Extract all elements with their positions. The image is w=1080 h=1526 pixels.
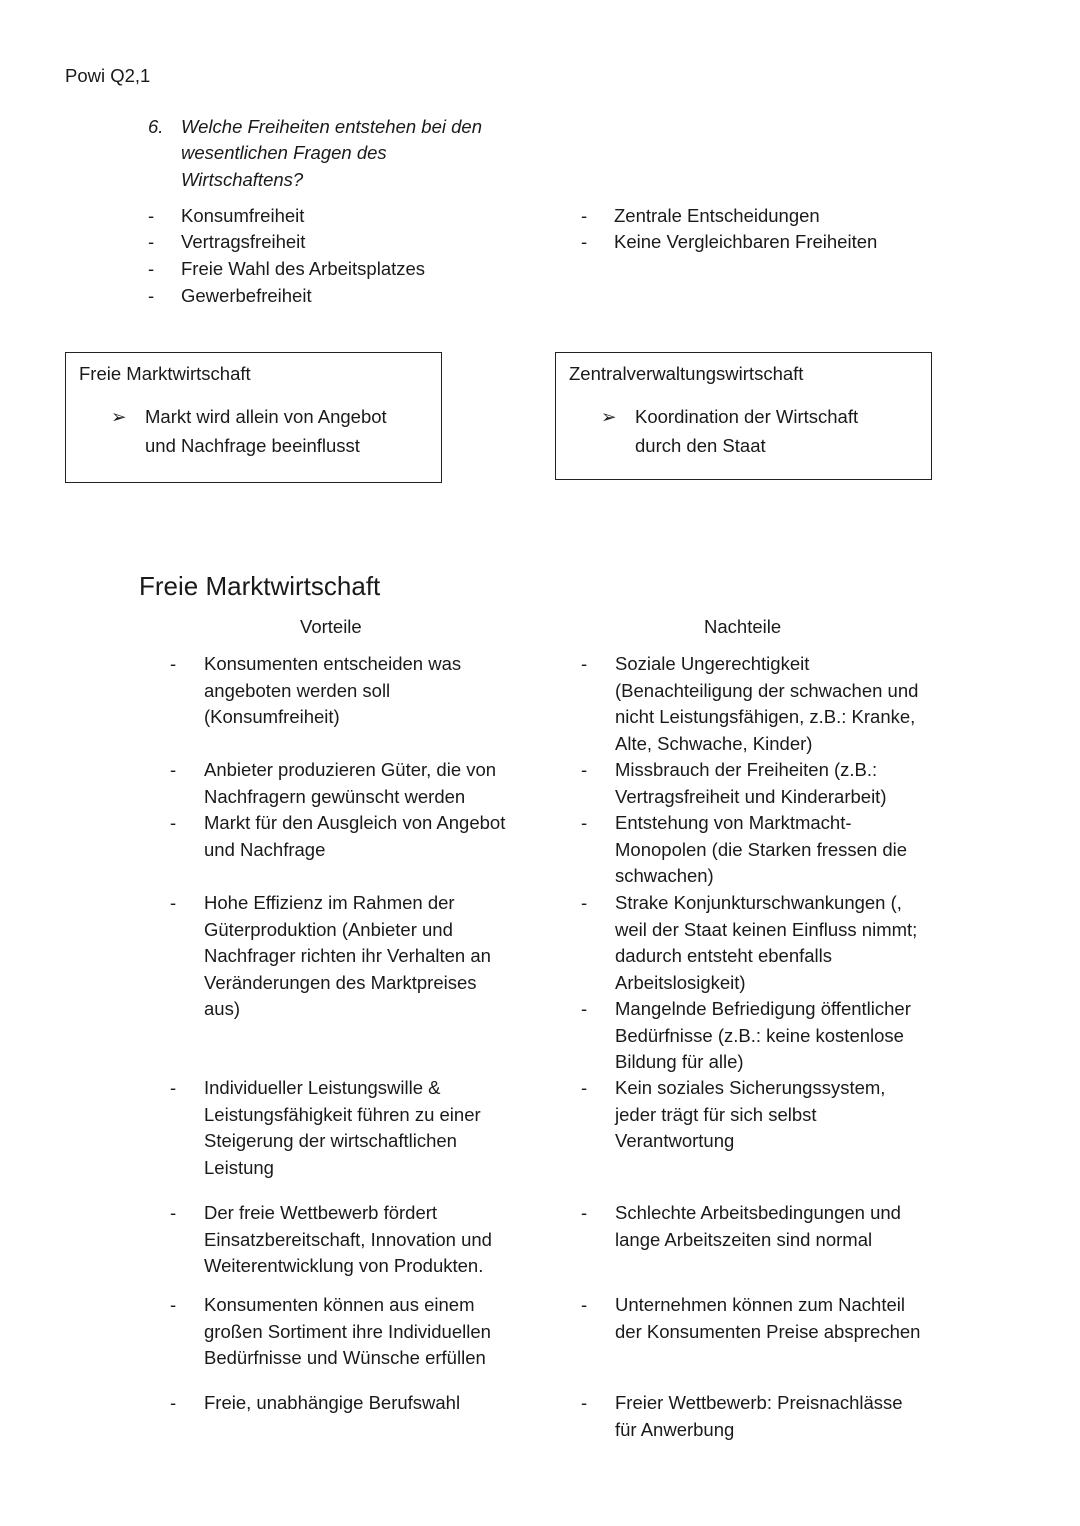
dash-bullet: - [581,653,588,674]
dash-bullet: - [581,1202,588,1223]
vorteil-line: Veränderungen des Marktpreises [204,972,477,993]
dash-bullet: - [170,1392,177,1413]
dash-bullet: - [581,759,588,780]
freedom-item: Vertragsfreiheit [181,231,306,252]
box-line: Markt wird allein von Angebot [145,406,387,427]
vorteil-line: Leistungsfähigkeit führen zu einer [204,1104,481,1125]
vorteil-line: Bedürfnisse und Wünsche erfüllen [204,1347,486,1368]
vorteil-line: Güterproduktion (Anbieter und [204,919,453,940]
vorteil-line: (Konsumfreiheit) [204,706,340,727]
nachteil-line: Mangelnde Befriedigung öffentlicher [615,998,911,1019]
freedom-item: Gewerbefreiheit [181,285,312,306]
vorteil-line: großen Sortiment ihre Individuellen [204,1321,491,1342]
vorteil-line: Weiterentwicklung von Produkten. [204,1255,484,1276]
vorteil-line: Markt für den Ausgleich von Angebot [204,812,506,833]
nachteil-line: Unternehmen können zum Nachteil [615,1294,905,1315]
nachteil-line: Monopolen (die Starken fressen die [615,839,908,860]
box-line: Koordination der Wirtschaft [635,406,859,427]
dash-bullet: - [581,1077,588,1098]
nachteil-line: Vertragsfreiheit und Kinderarbeit) [615,786,887,807]
freedom-item: Freie Wahl des Arbeitsplatzes [181,258,426,279]
nachteil-line: Strake Konjunkturschwankungen (, [615,892,902,913]
dash-bullet: - [581,892,588,913]
vorteil-line: angeboten werden soll [204,680,391,701]
dash-bullet: - [170,1077,177,1098]
vorteil-line: Einsatzbereitschaft, Innovation und [204,1229,492,1250]
dash-bullet: - [148,205,155,226]
dash-bullet: - [581,998,588,1019]
nachteil-line: Freier Wettbewerb: Preisnachlässe [615,1392,903,1413]
nachteil-line: Schlechte Arbeitsbedingungen und [615,1202,901,1223]
dash-bullet: - [581,812,588,833]
dash-bullet: - [581,231,588,252]
dash-bullet: - [170,1294,177,1315]
nachteil-line: Verantwortung [615,1130,735,1151]
arrow-bullet-icon: ➢ [111,406,127,427]
vorteil-line: Konsumenten entscheiden was [204,653,462,674]
nachteil-line: Alte, Schwache, Kinder) [615,733,813,754]
dash-bullet: - [170,653,177,674]
page-header: Powi Q2,1 [65,65,151,86]
vorteil-line: Steigerung der wirtschaftlichen [204,1130,457,1151]
vorteil-line: und Nachfrage [204,839,326,860]
nachteil-line: Kein soziales Sicherungssystem, [615,1077,886,1098]
vorteil-line: Anbieter produzieren Güter, die von [204,759,497,780]
dash-bullet: - [148,231,155,252]
nachteil-line: weil der Staat keinen Einfluss nimmt; [615,919,918,940]
section-title: Freie Marktwirtschaft [139,571,381,601]
freedom-item: Keine Vergleichbaren Freiheiten [614,231,878,252]
question-line: wesentlichen Fragen des [181,142,387,163]
nachteil-line: Entstehung von Marktmacht- [615,812,852,833]
nachteil-line: lange Arbeitszeiten sind normal [615,1229,873,1250]
dash-bullet: - [170,812,177,833]
nachteil-line: nicht Leistungsfähigen, z.B.: Kranke, [615,706,916,727]
dash-bullet: - [170,759,177,780]
dash-bullet: - [148,285,155,306]
vorteil-line: Leistung [204,1157,274,1178]
nachteil-line: Arbeitslosigkeit) [615,972,746,993]
nachteil-line: dadurch entsteht ebenfalls [615,945,833,966]
freedom-item: Zentrale Entscheidungen [614,205,820,226]
question-line: Welche Freiheiten entstehen bei den [181,116,482,137]
box-zentralverwaltungswirtschaft [555,352,932,480]
dash-bullet: - [581,205,588,226]
vorteil-line: Nachfrager richten ihr Verhalten an [204,945,491,966]
box-title: Zentralverwaltungswirtschaft [569,363,804,384]
vorteil-line: Der freie Wettbewerb fördert [204,1202,438,1223]
vorteil-line: aus) [204,998,240,1019]
vorteil-line: Hohe Effizienz im Rahmen der [204,892,455,913]
dash-bullet: - [170,1202,177,1223]
nachteil-line: (Benachteiligung der schwachen und [615,680,919,701]
vorteil-line: Freie, unabhängige Berufswahl [204,1392,461,1413]
nachteile-heading: Nachteile [704,616,782,637]
dash-bullet: - [148,258,155,279]
nachteil-line: Soziale Ungerechtigkeit [615,653,810,674]
arrow-bullet-icon: ➢ [601,406,617,427]
question-line: Wirtschaftens? [181,169,304,190]
nachteil-line: Bedürfnisse (z.B.: keine kostenlose [615,1025,904,1046]
box-freie-marktwirtschaft [65,352,442,483]
nachteil-line: der Konsumenten Preise absprechen [615,1321,921,1342]
box-title: Freie Marktwirtschaft [79,363,251,384]
nachteil-line: Missbrauch der Freiheiten (z.B.: [615,759,878,780]
vorteil-line: Konsumenten können aus einem [204,1294,475,1315]
dash-bullet: - [581,1294,588,1315]
nachteil-line: jeder trägt für sich selbst [615,1104,817,1125]
dash-bullet: - [581,1392,588,1413]
vorteil-line: Individueller Leistungswille & [204,1077,441,1098]
box-line: und Nachfrage beeinflusst [145,435,360,456]
nachteil-line: Bildung für alle) [615,1051,744,1072]
box-line: durch den Staat [635,435,766,456]
freedom-item: Konsumfreiheit [181,205,305,226]
vorteile-heading: Vorteile [300,616,362,637]
vorteil-line: Nachfragern gewünscht werden [204,786,466,807]
question-number: 6. [148,116,164,137]
dash-bullet: - [170,892,177,913]
nachteil-line: für Anwerbung [615,1419,735,1440]
nachteil-line: schwachen) [615,865,714,886]
